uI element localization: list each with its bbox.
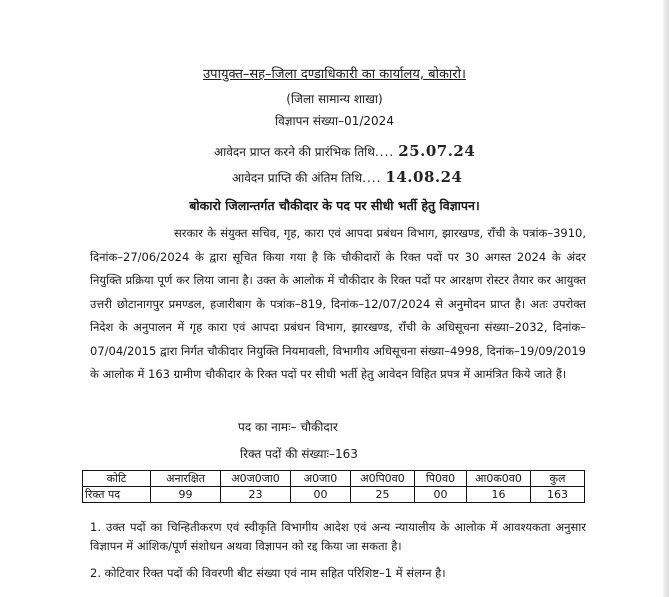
- office-title: उपायुक्त–सह–जिला दण्डाधिकारी का कार्यालय, बोकारो।: [203, 67, 466, 82]
- table-cell: 163: [531, 487, 585, 503]
- vacancy-table: [82, 470, 585, 503]
- start-date-value: 25.07.24: [398, 142, 476, 160]
- start-date-dots: ....: [374, 145, 395, 159]
- start-date-label: आवेदन प्राप्त करने की प्रारंभिक तिथि: [214, 145, 375, 159]
- table-header-cell: अनारक्षित: [151, 471, 221, 487]
- note-item: 1. उक्त पदों का चिन्हितीकरण एवं स्वीकृति विभागीय आदेश एवं अन्य न्यायालीय के आलोक में आवश्यकता अनुसार विज्ञापन में आंशिक/पूर्ण संशोधन अथवा विज्ञापन को रद्द किया जा सकता है।: [90, 520, 586, 553]
- end-date-row: [232, 168, 463, 186]
- body-paragraph: सरकार के संयुक्त सचिव, गृह, कारा एवं आपदा प्रबंधन विभाग, झारखण्ड, राँची के पत्रांक–3910, दिनांक–27/06/2024 के द्वारा सूचित किया गया है कि चौकीदारों के रिक्त पदों पर 30 अगस्त 2024 के अंदर नियुक्ति प्रक्रिया पूर्ण कर लिया जाना है। उक्त के आलोक में चौकीदार के रिक्त पदों पर आरक्षण रोस्टर तैयार कर आयुक्त उत्तरी छोटानागपुर प्रमण्डल, हजारीबाग के पत्रांक–819, दिनांक–12/07/2024 से अनुमोदन प्राप्त है। अतः उपरोक्त निदेश के अनुपालन में गृह कारा एवं आपदा प्रबंधन विभाग, झारखण्ड, राँची के अधिसूचना संख्या–2032, दिनांक–07/04/2015 द्वारा निर्गत चौकीदार नियुक्ति नियमावली, विभागीय अधिसूचना संख्या–4998, दिनांक–19/09/2019 के आलोक में 163 ग्रामीण चौकीदार के रिक्त पदों पर सीधी भर्ती हेतु आवेदन विहित प्रपत्र में आमंत्रित किये जाते हैं।: [90, 226, 586, 381]
- end-date-dots: ....: [362, 171, 382, 185]
- table-cell: 00: [415, 487, 467, 503]
- end-date-label: आवेदन प्राप्ति की अंतिम तिथि: [232, 171, 363, 185]
- advertisement-heading: बोकारो जिलान्तर्गत चौकीदार के पद पर सीधी भर्ती हेतु विज्ञापन।: [189, 198, 480, 213]
- table-header-cell: आ0क0व0: [467, 471, 531, 487]
- table-header-cell: अ0ज0जा0: [221, 471, 291, 487]
- table-cell: 23: [221, 487, 291, 503]
- table-header-cell: अ0जा0: [291, 471, 351, 487]
- table-row: [83, 487, 585, 503]
- advertisement-number: विज्ञापन संख्या–01/2024: [275, 114, 394, 128]
- branch-name: (जिला सामान्य शाखा): [286, 92, 383, 106]
- table-header-cell: पि0व0: [415, 471, 467, 487]
- post-name: पद का नामः– चौकीदार: [238, 420, 338, 434]
- vacancy-count: रिक्त पदों की संख्याः–163: [240, 447, 358, 461]
- table-cell: रिक्त पद: [83, 487, 151, 503]
- table-cell: 16: [467, 487, 531, 503]
- table-header-cell: अ0पि0व0: [351, 471, 415, 487]
- start-date-row: [214, 142, 475, 160]
- page-edge: [663, 0, 669, 597]
- table-header-cell: कुल: [531, 471, 585, 487]
- table-header-row: [83, 471, 585, 487]
- end-date-value: 14.08.24: [385, 168, 463, 186]
- table-header-cell: कोटि: [83, 471, 151, 487]
- table-cell: 25: [351, 487, 415, 503]
- note-item: 2. कोटिवार रिक्त पदों की विवरणी बीट संख्या एवं नाम सहित परिशिष्ट–1 में संलग्न है।: [90, 566, 446, 580]
- table-cell: 00: [291, 487, 351, 503]
- table-cell: 99: [151, 487, 221, 503]
